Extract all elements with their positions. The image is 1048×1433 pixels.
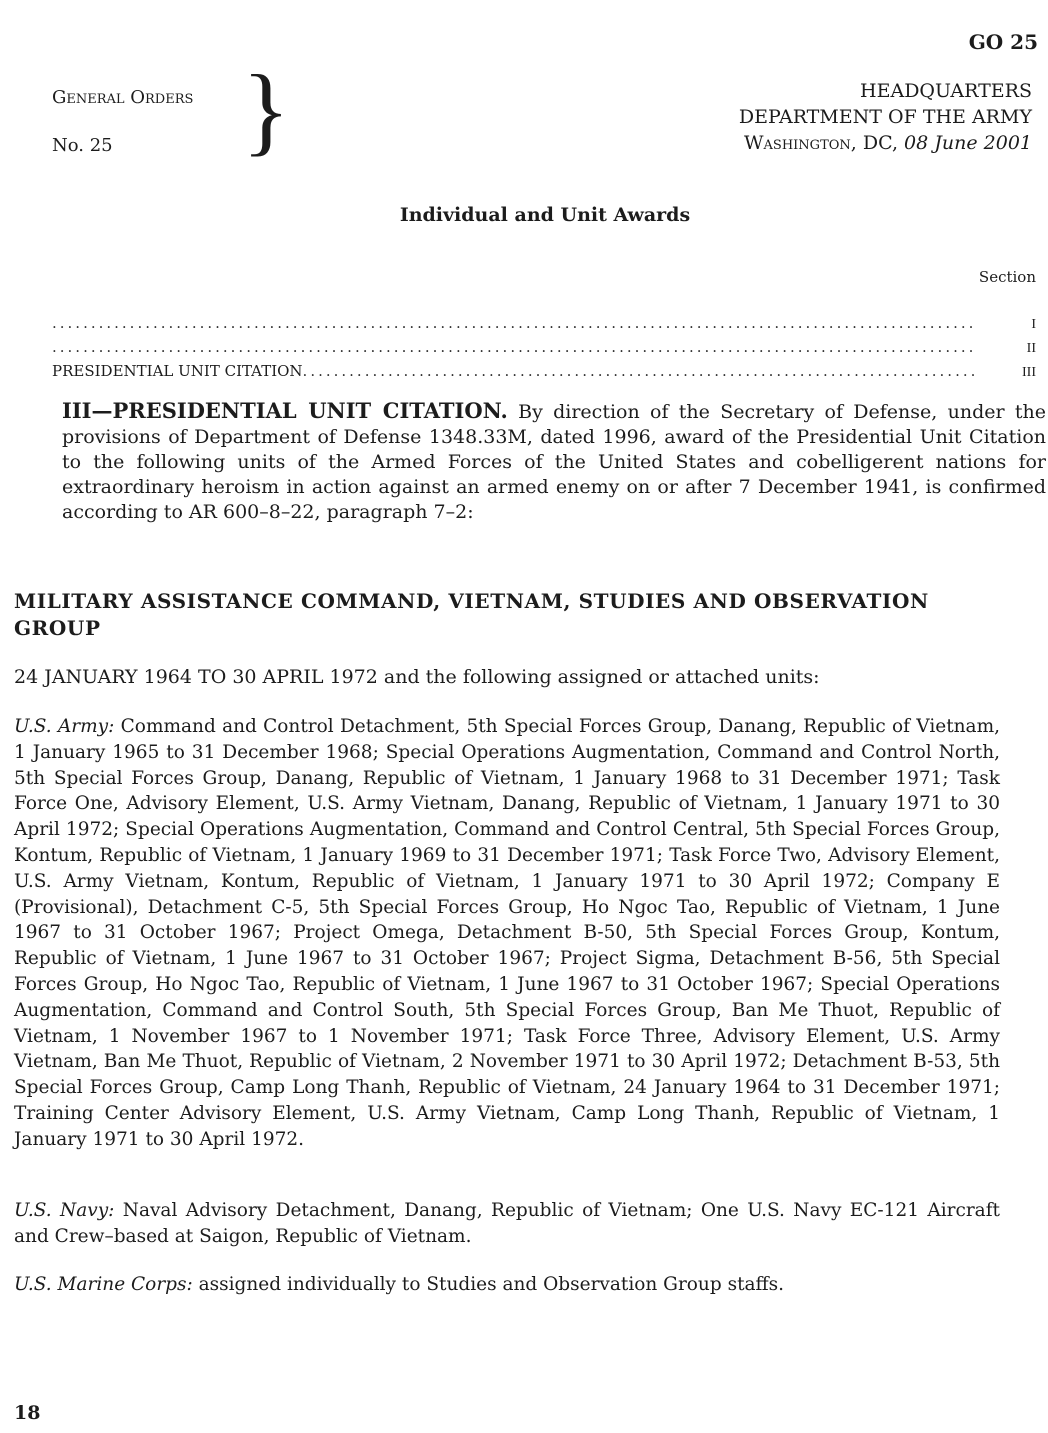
unit-title: MILITARY ASSISTANCE COMMAND, VIETNAM, STUDIES AND OBSERVATION GROUP xyxy=(14,589,929,640)
hq-location: Washington, DC, xyxy=(744,132,898,154)
page-title: Individual and Unit Awards xyxy=(399,204,691,226)
citation-intro xyxy=(62,398,1046,525)
toc-row-number: II xyxy=(1026,341,1036,356)
marine-units-paragraph xyxy=(14,1272,1000,1298)
hq-line-1: HEADQUARTERS xyxy=(860,80,1032,102)
toc-row xyxy=(52,314,1036,338)
page-number: 18 xyxy=(14,1402,41,1424)
army-units-paragraph xyxy=(14,714,1000,1153)
citation-intro-text: By direction of the Secretary of Defense, under the provisions of Department of Defense 1348.33M, dated 1996, award of the Presidential Unit Citation to the following units of the Armed Forces of the United States and cobelligerent nations for extraordinary heroism in action against an armed enemy on or after 7 December 1941, is confirmed according to AR 600–8–22, paragraph 7–2: xyxy=(62,401,1046,523)
hq-location-date xyxy=(612,130,1032,156)
orders-block xyxy=(52,74,193,170)
hq-date: 08 June 2001 xyxy=(904,132,1032,154)
toc-leader-dots xyxy=(303,362,976,380)
navy-label: U.S. Navy: xyxy=(14,1200,115,1221)
toc-leader-dots xyxy=(52,338,976,356)
headquarters-block xyxy=(612,78,1032,156)
order-code: GO 25 xyxy=(968,30,1038,54)
brace-icon: } xyxy=(242,54,290,165)
army-label: U.S. Army: xyxy=(14,716,115,737)
navy-units-paragraph xyxy=(14,1198,1000,1250)
toc-section-label: Section xyxy=(978,268,1036,286)
orders-number: No. 25 xyxy=(52,135,113,156)
marine-label: U.S. Marine Corps: xyxy=(14,1274,193,1295)
toc-row xyxy=(52,362,1036,386)
unit-dates: 24 JANUARY 1964 TO 30 APRIL 1972 and the following assigned or attached units: xyxy=(14,666,820,688)
toc-leader-dots xyxy=(52,314,976,332)
navy-text: Naval Advisory Detachment, Danang, Republic of Vietnam; One U.S. Navy EC-121 Aircraft and Crew–based at Saigon, Republic of Vietnam. xyxy=(14,1200,1000,1247)
marine-text: assigned individually to Studies and Observation Group staffs. xyxy=(192,1274,785,1295)
orders-label: General Orders xyxy=(52,87,194,108)
toc-row-label: PRESIDENTIAL UNIT CITATION xyxy=(52,362,303,380)
army-text: Command and Control Detachment, 5th Special Forces Group, Danang, Republic of Vietnam, 1 January 1965 to 31 December 1968; Special Operations Augmentation, Command and Control North, 5th Special Forces Group, Danang, Republic of Vietnam, 1 January 1968 to 31 December 1971; Task Force One, Advisory Element, U.S. Army Vietnam, Danang, Republic of Vietnam, 1 January 1971 to 30 April 1972; Special Operations Augmentation, Command and Control Central, 5th Special Forces Group, Kontum, Republic of Vietnam, 1 January 1969 to 31 December 1971; Task Force Two, Advisory Element, U.S. Army Vietnam, Kontum, Republic of Vietnam, 1 January 1971 to 30 April 1972; Company E (Provisional), Detachment C-5, 5th Special Forces Group, Ho Ngoc Tao, Republic of Vietnam, 1 June 1967 to 31 October 1967; Project Omega, Detachment B-50, 5th Special Forces Group, Kontum, Republic of Vietnam, 1 June 1967 to 31 October 1967; Project Sigma, Detachment B-56, 5th Special Forces Group, Ho Ngoc Tao, Republic of Vietnam, 1 June 1967 to 31 October 1967; Special Operations Augmentation, Command and Control South, 5th Special Forces Group, Ban Me Thuot, Republic of Vietnam, 1 November 1967 to 1 November 1971; Task Force Three, Advisory Element, U.S. Army Vietnam, Ban Me Thuot, Republic of Vietnam, 2 November 1971 to 30 April 1972; Detachment B-53, 5th Special Forces Group, Camp Long Thanh, Republic of Vietnam, 24 January 1964 to 31 December 1971; Training Center Advisory Element, U.S. Army Vietnam, Camp Long Thanh, Republic of Vietnam, 1 January 1971 to 30 April 1972. xyxy=(14,716,1000,1150)
toc-row-number: III xyxy=(1022,365,1036,380)
citation-heading: III—PRESIDENTIAL UNIT CITATION. xyxy=(62,398,508,423)
hq-line-2: DEPARTMENT OF THE ARMY xyxy=(738,106,1032,128)
table-of-contents xyxy=(52,314,1036,386)
toc-row xyxy=(52,338,1036,362)
toc-row-number: I xyxy=(1031,317,1036,332)
